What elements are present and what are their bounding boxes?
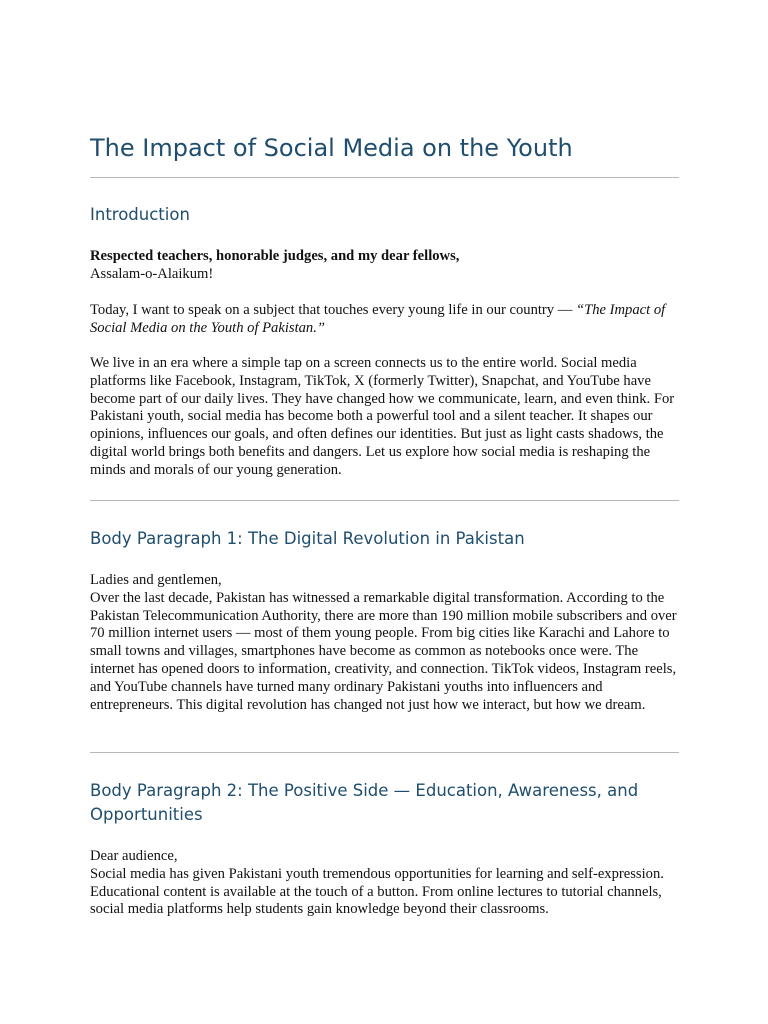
body-1-text: Over the last decade, Pakistan has witnessed a remarkable digital transformation. According to the Pakistan Telecommunication Authority, there are more than 190 million mobile subscribers and over 70 million internet users — most of them young people. From big cities like Karachi and Lahore to small towns and villages, smartphones have become as common as notebooks once were. The internet has opened doors to information, creativity, and connection. TikTok videos, Instagram reels, and YouTube channels have turned many ordinary Pakistani youths into influencers and entrepreneurs. This digital revolution has changed not just how we interact, but how we dream.	[90, 589, 677, 713]
greeting-text: Respected teachers, honorable judges, and my dear fellows,	[90, 248, 460, 264]
body-1-address: Ladies and gentlemen,	[90, 572, 222, 588]
heading-body-2: Body Paragraph 2: The Positive Side — Education, Awareness, and Opportunities	[90, 781, 639, 824]
salutation-text: Assalam-o-Alaikum!	[90, 265, 214, 282]
topic-quote-text: “The Impact of Social Media on the Youth of Pakistan.”	[90, 302, 666, 336]
document-title: The Impact of Social Media on the Youth	[90, 134, 573, 162]
heading-introduction: Introduction	[90, 205, 190, 224]
divider-body-1	[90, 752, 679, 753]
intro-paragraph: We live in an era where a simple tap on a screen connects us to the entire world. Social media platforms like Facebook, Instagram, TikTok, X (formerly Twitter), Snapchat, and YouTube have become part of our daily lives. They have changed how we communicate, learn, and even think. For Pakistani youth, social media has become both a powerful tool and a silent teacher. It shapes our opinions, influences our goals, and often defines our identities. But just as light casts shadows, the digital world brings both benefits and dangers. Let us explore how social media is reshaping the minds and morals of our young generation.	[90, 355, 675, 478]
topic-lead-text: Today, I want to speak on a subject that touches every young life in our country —	[90, 302, 576, 318]
topic-paragraph	[90, 302, 680, 338]
body-2-text: Social media has given Pakistani youth tremendous opportunities for learning and self-expression. Educational content is available at the touch of a button. From online lectures to tutorial channels, social media platforms help students gain knowledge beyond their classrooms.	[90, 865, 664, 918]
body-2-paragraph	[90, 848, 680, 919]
body-1-paragraph	[90, 572, 680, 714]
divider-title	[90, 177, 679, 178]
greeting-block	[90, 248, 680, 284]
divider-intro	[90, 500, 679, 501]
body-2-address: Dear audience,	[90, 848, 178, 864]
heading-body-1: Body Paragraph 1: The Digital Revolution in Pakistan	[90, 529, 525, 548]
